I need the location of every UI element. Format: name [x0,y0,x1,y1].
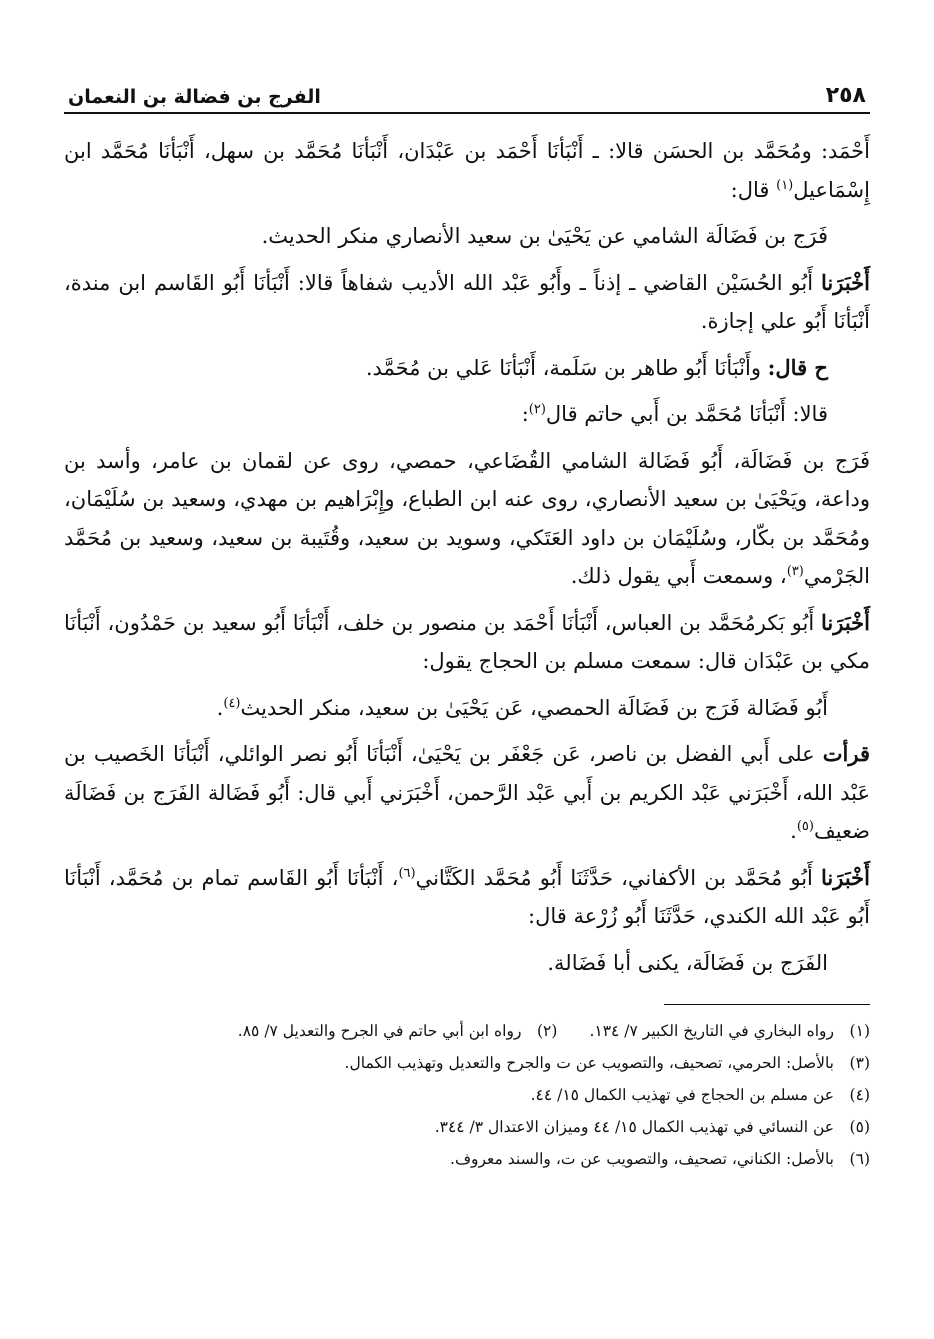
footnote-number: (١) [849,1022,870,1040]
paragraph [64,132,870,209]
footnote-number: (٦) [849,1150,870,1168]
paragraph [64,442,870,596]
paragraph-text: قالا: أَنْبَأنَا مُحَمَّد بن أَبي حاتم قال [545,402,828,426]
paragraph-tail: . [216,695,224,720]
footnote-text: عن مسلم بن الحجاج في تهذيب الكمال ١٥/ ٤٤. [530,1086,834,1104]
footnote-number: (٤) [849,1086,870,1104]
paragraph-tail: ، وسمعت أَبي يقول ذلك. [570,564,787,588]
paragraph-tail: : [521,402,529,426]
paragraph [64,264,870,341]
page-number: ٢٥٨ [825,83,866,108]
footnote-row [64,1079,870,1111]
footnote-row [64,1111,870,1143]
paragraph-text: أَبُو الحُسَيْن القاضي ـ إذناً ـ وأَبُو عَبْد الله الأديب شفاهاً قالا: أَنْبَأنَا أَبُو القَاسم ابن مندة، أَنْبَأنَا أَبُو علي إجازة. [64,270,870,333]
paragraph-text: أَبُو بَكرمُحَمَّد بن العباس، أَنْبَأنَا أَحْمَد بن منصور بن خلف، أَنْبَأنَا أَبُو سعيد بن حَمْدُون، أَنْبَأنَا مكي بن عَبْدَان قال: سمعت مسلم بن الحجاج يقول: [64,610,870,673]
footnote [531,1079,870,1111]
page [64,72,870,1175]
footnote-number: (٣) [849,1054,870,1072]
paragraph-text: وأَنْبَأنَا أَبُو طاهر بن سَلَمة، أَنْبَأنَا عَلي بن مُحَمَّد. [365,355,768,380]
main-text [64,132,870,982]
footnote-divider [664,1004,870,1005]
paragraph-tail: قال: [730,177,777,202]
footnote [589,1015,870,1047]
footnote-text: بالأصل: الكناني، تصحيف، والتصويب عن ت، والسند معروف. [450,1150,834,1168]
footnote-marker: (٢) [528,402,546,417]
footnote-row [64,1047,870,1079]
paragraph-lead-word: أَخْبَرَنا [821,609,870,635]
footnote-marker: (٦) [398,865,416,881]
paragraph-text: أَبُو مُحَمَّد بن الأكفاني، حَدَّثَنَا أَبُو مُحَمَّد الكَتَّاني [415,865,822,890]
paragraph [64,604,870,681]
footnote-marker: (٣) [786,564,804,579]
footnote-number: (٥) [849,1118,870,1136]
paragraph-tail: . [790,819,797,843]
footnote-text: عن النسائي في تهذيب الكمال ١٥/ ٤٤ وميزان الاعتدال ٣/ ٣٤٤. [434,1118,834,1136]
paragraph-text: أَبُو فَضَالة فَرَج بن فَضَالَة الحمصي، عَن يَحْيَىٰ بن سعيد، منكر الحديث [240,695,828,720]
paragraph-text: الفَرَج بن فَضَالَة، يكنى أبا فَضَالة. [547,950,828,975]
footnote-row [64,1015,870,1047]
paragraph-text: على أَبي الفضل بن ناصر، عَن جَعْفَر بن يَحْيَىٰ، أَنْبَأنَا أَبُو نصر الوائلي، أَنْبَأنَا الخَصيب بن عَبْد الله، أَخْبَرَني عَبْد الكريم بن أَبي عَبْد الرَّحمن، أَخْبَرَني أَبي قال: أَبُو فَضَالة الفَرَج بن فَضَالَة ضعيف [64,742,870,843]
footnote-number: (٢) [536,1022,558,1040]
paragraph-lead-word: أَخْبَرَنا [821,269,870,295]
page-header [64,72,870,114]
paragraph [64,859,870,936]
footnote-marker: (١) [776,177,794,193]
footnote [450,1143,870,1175]
footnote-text: رواه ابن أبي حاتم في الجرح والتعديل ٧/ ٨٥. [237,1022,522,1040]
footnotes [64,1015,870,1175]
paragraph [64,735,870,851]
footnote [238,1015,558,1047]
paragraph [64,944,870,983]
running-title: الفرج بن فضالة بن النعمان [68,86,321,108]
paragraph-text: فَرَج بن فَضَالَة، أَبُو فَضَالة الشامي القُضَاعي، حمصي، روى عن لقمان بن عامر، وأسد بن وداعة، ويَحْيَىٰ بن سعيد الأنصاري، روى عنه ابن الطباع، وإِبْرَاهيم بن مهدي، وسعيد بن سُلَيْمَان، ومُحَمَّد بن بكّار، وسُلَيْمَان بن داود العَتَكي، وسويد بن سعيد، وقُتَيبة بن سعيد، وسعيد بن مُحَمَّد الجَرْمي [64,448,870,588]
footnote [435,1111,870,1143]
footnote-marker: (٥) [796,819,814,834]
paragraph [64,395,870,434]
paragraph [64,217,870,256]
footnote [345,1047,870,1079]
footnote-text: بالأصل: الحرمي، تصحيف، والتصويب عن ت والجرح والتعديل وتهذيب الكمال. [344,1054,834,1072]
paragraph [64,689,870,728]
paragraph-lead-word: أَخْبَرَنا [821,864,870,890]
footnote-marker: (٤) [223,695,241,711]
paragraph-text: أَحْمَد: ومُحَمَّد بن الحسَن قالا: ـ أَنْبَأنَا أَحْمَد بن عَبْدَان، أَنْبَأنَا مُحَمَّد بن سهل، أَنْبَأنَا مُحَمَّد ابن إِسْمَاعيل [64,139,870,202]
footnote-row [64,1143,870,1175]
paragraph-text: فَرَج بن فَضَالَة الشامي عن يَحْيَىٰ بن سعيد الأنصاري منكر الحديث. [261,224,828,248]
paragraph-lead-word: قرأت [822,741,870,766]
footnote-text: رواه البخاري في التاريخ الكبير ٧/ ١٣٤. [589,1022,834,1040]
paragraph-lead-word: ح قال: [767,354,828,380]
paragraph-tail: ، أَنْبَأنَا أَبُو القَاسم تمام بن مُحَمَّد، أَنْبَأنَا أَبُو عَبْد الله الكندي، حَدَّثَنَا أَبُو زُرْعة قال: [64,865,870,928]
paragraph [64,349,870,388]
